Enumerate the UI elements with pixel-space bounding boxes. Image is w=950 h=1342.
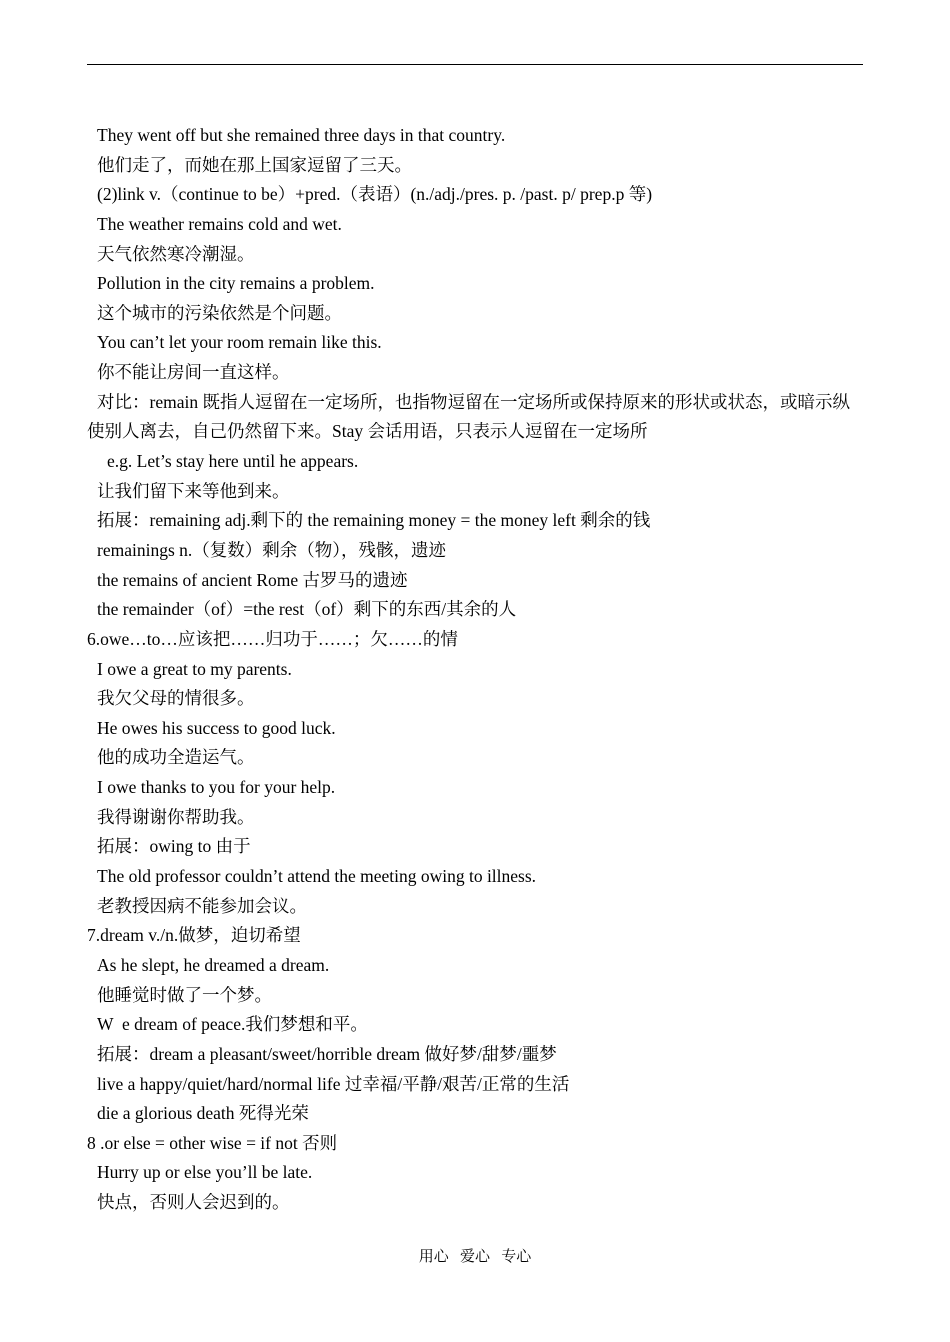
text-line: die a glorious death 死得光荣 xyxy=(97,1103,309,1124)
text-line: 他们走了，而她在那上国家逗留了三天。 xyxy=(97,154,412,175)
text-line: 拓展：remaining adj.剩下的 the remaining money = the money left 剩余的钱 xyxy=(97,510,651,531)
header-rule xyxy=(87,64,863,65)
text-line: You can’t let your room remain like this. xyxy=(97,332,382,353)
text-line: As he slept, he dreamed a dream. xyxy=(97,954,330,975)
text-line: 天气依然寒冷潮湿。 xyxy=(97,243,255,264)
document-body xyxy=(87,121,867,1218)
text-line: The weather remains cold and wet. xyxy=(97,213,342,234)
text-line: 7.dream v./n.做梦，迫切希望 xyxy=(87,925,301,946)
text-line: Hurry up or else you’ll be late. xyxy=(97,1162,313,1183)
text-line: remainings n.（复数）剩余（物），残骸，遗迹 xyxy=(97,540,447,560)
text-line: 8 .or else = other wise = if not 否则 xyxy=(87,1132,338,1153)
text-line: 老教授因病不能参加会议。 xyxy=(97,895,307,916)
text-line: 这个城市的污染依然是个问题。 xyxy=(97,302,342,323)
text-line: W e dream of peace.我们梦想和平。 xyxy=(97,1014,368,1035)
text-line: He owes his success to good luck. xyxy=(97,717,336,738)
text-line: 我欠父母的情很多。 xyxy=(97,688,255,709)
text-line: 快点，否则人会迟到的。 xyxy=(97,1192,290,1213)
text-line: 你不能让房间一直这样。 xyxy=(97,362,290,383)
text-line: 拓展：owing to 由于 xyxy=(97,836,251,857)
text-line: live a happy/quiet/hard/normal life 过幸福/平静/艰苦/正常的生活 xyxy=(97,1073,570,1094)
text-line: e.g. Let’s stay here until he appears. xyxy=(107,451,359,472)
text-line: 对比：remain 既指人逗留在一定场所，也指物逗留在一定场所或保持原来的形状或状态，或暗示纵使别人离去，自己仍然留下来。Stay 会话用语，只表示人逗留在一定场所 xyxy=(87,391,850,442)
text-line: Pollution in the city remains a problem. xyxy=(97,273,375,294)
text-line: 让我们留下来等他到来。 xyxy=(97,480,290,501)
text-line: the remainder（of）=the rest（of）剩下的东西/其余的人 xyxy=(97,599,517,620)
page-footer: 用心 爱心 专心 xyxy=(418,1249,532,1265)
text-line: They went off but she remained three days in that country. xyxy=(97,125,506,145)
text-line: The old professor couldn’t attend the meeting owing to illness. xyxy=(97,866,537,887)
text-line: 他睡觉时做了一个梦。 xyxy=(97,984,272,1005)
text-line: 我得谢谢你帮助我。 xyxy=(97,806,255,827)
text-line: 6.owe…to…应该把……归功于……；欠……的情 xyxy=(87,628,458,649)
text-line: 拓展：dream a pleasant/sweet/horrible dream 做好梦/甜梦/噩梦 xyxy=(97,1043,557,1064)
text-line: (2)link v.（continue to be）+pred.（表语）(n./adj./pres. p. /past. p/ prep.p 等) xyxy=(97,184,653,205)
text-line: the remains of ancient Rome 古罗马的遗迹 xyxy=(97,569,408,590)
text-line: I owe thanks to you for your help. xyxy=(97,777,336,798)
text-line: 他的成功全造运气。 xyxy=(97,747,255,768)
text-line: I owe a great to my parents. xyxy=(97,658,292,679)
